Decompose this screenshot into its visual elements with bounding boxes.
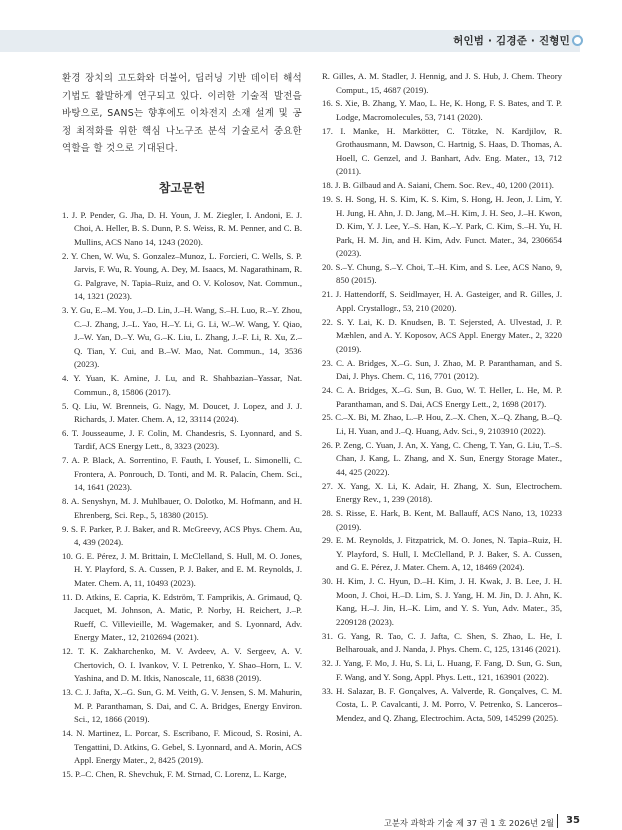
reference-item: 17. I. Manke, H. Markötter, C. Tötzke, N. Kardjilov, R. Grothausmann, M. Dawson, C. Hartnig, S. Haas, D. Thomas, A. Hoell, C. Genzel, and J. Banhart, Adv. Eng. Mater., 13, 712 (2011). (322, 125, 562, 177)
references-heading: 참고문헌 (158, 180, 206, 195)
intro-paragraph: 환경 장치의 고도화와 더불어, 딥러닝 기반 데이터 해석 기법도 활발하게 연구되고 있다. 이러한 기술적 발전을 바탕으로, SANS는 향후에도 이차전지 소재 설계 및 공정 최적화를 위한 핵심 나노구조 분석 기술로서 중요한 역할을 할 것으로 기대된다. (62, 73, 302, 155)
reference-item: R. Gilles, A. M. Stadler, J. Hennig, and J. S. Hub, J. Chem. Theory Comput., 15, 4687 (2019). (322, 71, 562, 95)
reference-item: 26. P. Zeng, C. Yuan, J. An, X. Yang, C. Cheng, T. Yan, G. Liu, T.–S. Chan, J. Kang, L. Zhang, and X. Sun, Energy Storage Mater., 44, 425 (2022). (322, 439, 562, 477)
right-column (322, 70, 562, 725)
reference-item: 28. S. Risse, E. Hark, B. Kent, M. Ballauff, ACS Nano, 13, 10233 (2019). (322, 508, 562, 532)
references-list-right (322, 70, 562, 725)
references-list-left (62, 209, 302, 781)
reference-item: 6. T. Jousseaume, J. F. Colin, M. Chandesris, S. Lyonnard, and S. Tardif, ACS Energy Lett., 8, 3323 (2023). (62, 427, 302, 452)
reference-item: 31. G. Yang, R. Tao, C. J. Jafta, C. Shen, S. Zhao, L. He, I. Belharouak, and J. Nanda, J. Phys. Chem. C, 125, 13146 (2021). (322, 630, 562, 655)
header-authors: 허인범 · 김경준 · 진형민 (453, 35, 570, 47)
page-number: 35 (566, 815, 580, 826)
reference-item: 12. T. K. Zakharchenko, M. V. Avdeev, A. V. Sergeev, A. V. Chertovich, O. I. Ivankov, V. I. Petrenko, Y. Shao–Horn, L. V. Yashina, and D. M. Itkis, Nanoscale, 11, 6838 (2019). (62, 646, 302, 684)
footer-divider (557, 814, 558, 828)
reference-item: 20. S.–Y. Chung, S.–Y. Choi, T.–H. Kim, and S. Lee, ACS Nano, 9, 850 (2015). (322, 261, 562, 286)
reference-item: 27. X. Yang, X. Li, K. Adair, H. Zhang, X. Sun, Electrochem. Energy Rev., 1, 239 (2018). (322, 480, 562, 505)
reference-item: 4. Y. Yuan, K. Amine, J. Lu, and R. Shahbazian–Yassar, Nat. Commun., 8, 15806 (2017). (62, 373, 302, 397)
reference-item: 23. C. A. Bridges, X.–G. Sun, J. Zhao, M. P. Paranthaman, and S. Dai, J. Phys. Chem. C, 116, 7701 (2012). (322, 357, 562, 382)
footer-journal: 고분자 과학과 기술 제 37 권 1 호 2026년 2월 (383, 818, 554, 828)
reference-item: 8. A. Senyshyn, M. J. Muhlbauer, O. Dolotko, M. Hofmann, and H. Ehrenberg, Sci. Rep., 5, 18380 (2015). (62, 496, 302, 520)
reference-item: 22. S. Y. Lai, K. D. Knudsen, B. T. Sejersted, A. Ulvestad, J. P. Mæhlen, and A. Y. Koposov, ACS Appl. Energy Mater., 2, 3220 (2019). (322, 316, 562, 354)
reference-item: 19. S. H. Song, H. S. Kim, K. S. Kim, S. Hong, H. Jeon, J. Lim, Y. H. Jung, H. Ahn, J. D. Jang, M.–H. Kim, J. H. Seo, J.–H. Kwon, D. Kim, Y. J. Lee, Y.–S. Han, K.–Y. Park, C. Kim, S.–H. Yu, H. Park, H. M. Jin, and H. Kim, Adv. Funct. Mater., 34, 2306654 (2023). (322, 194, 562, 259)
reference-item: 16. S. Xie, B. Zhang, Y. Mao, L. He, K. Hong, F. S. Bates, and T. P. Lodge, Macromolecules, 53, 7141 (2020). (322, 98, 562, 122)
reference-item: 3. Y. Gu, E.–M. You, J.–D. Lin, J.–H. Wang, S.–H. Luo, R.–Y. Zhou, C.–J. Zhang, J.–L. Yao, H.–Y. Li, G. Li, W.–W. Wang, Y. Qiao, J.–W. Yan, D.–Y. Wu, G.–K. Liu, L. Zhang, J.–F. Li, R. Xu, Z.–Q. Tian, Y. Cui, and B.–W. Mao, Nat. Commun., 14, 3536 (2023). (62, 305, 302, 370)
reference-item: 14. N. Martinez, L. Porcar, S. Escribano, F. Micoud, S. Rosini, A. Tengattini, D. Atkins, G. Gebel, S. Lyonnard, and A. Morin, ACS Appl. Energy Mater., 2, 8425 (2019). (62, 728, 302, 766)
reference-item: 18. J. B. Gilbaud and A. Saiani, Chem. Soc. Rev., 40, 1200 (2011). (322, 180, 554, 191)
reference-item: 33. H. Salazar, B. F. Gonçalves, A. Valverde, R. Gonçalves, C. M. Costa, L. P. Cavalcanti, J. M. Porro, V. Petrenko, S. Lanceros–Mendez, and Q. Zhang, Electrochim. Acta, 509, 145299 (2025). (322, 685, 562, 723)
reference-item: 5. Q. Liu, W. Brenneis, G. Nagy, M. Doucet, J. Lopez, and J. J. Richards, J. Mater. Chem. A, 12, 33114 (2024). (62, 400, 302, 425)
reference-item: 25. C.–X. Bi, M. Zhao, L.–P. Hou, Z.–X. Chen, X.–Q. Zhang, B.–Q. Li, H. Yuan, and J.–Q. Huang, Adv. Sci., 9, 2103910 (2022). (322, 412, 562, 436)
reference-item: 29. E. M. Reynolds, J. Fitzpatrick, M. O. Jones, N. Tapia–Ruiz, H. Y. Playford, S. Hull, I. McClelland, P. J. Baker, S. A. Cussen, and G. E. Pérez, J. Mater. Chem. A, 12, 18469 (2024). (322, 535, 562, 573)
header-ring-icon (572, 35, 583, 46)
reference-item: 32. J. Yang, F. Mo, J. Hu, S. Li, L. Huang, F. Fang, D. Sun, G. Sun, F. Wang, and Y. Song, Appl. Phys. Lett., 121, 163901 (2022). (322, 658, 562, 682)
left-column (62, 70, 302, 782)
reference-item: 30. H. Kim, J. C. Hyun, D.–H. Kim, J. H. Kwak, J. B. Lee, J. H. Moon, J. Choi, H.–D. Lim, S. J. Yang, H. M. Jin, D. J. Ahn, K. Kang, H.–J. Jin, H.–K. Lim, and Y. S. Yun, Adv. Mater., 35, 2209128 (2023). (322, 576, 562, 627)
reference-item: 9. S. F. Parker, P. J. Baker, and R. McGreevy, ACS Phys. Chem. Au, 4, 439 (2024). (62, 523, 302, 548)
reference-item: 10. G. E. Pérez, J. M. Brittain, I. McClelland, S. Hull, M. O. Jones, H. Y. Playford, S. A. Cussen, P. J. Baker, and E. M. Reynolds, J. Mater. Chem. A, 11, 10493 (2023). (62, 550, 302, 588)
reference-item: 21. J. Hattendorff, S. Seidlmayer, H. A. Gasteiger, and R. Gilles, J. Appl. Crystallogr., 53, 210 (2020). (322, 289, 562, 313)
reference-item: 7. A. P. Black, A. Sorrentino, F. Fauth, I. Yousef, L. Simonelli, C. Frontera, A. Ponrouch, D. Tonti, and M. R. Palacín, Chem. Sci., 14, 1641 (2023). (62, 455, 302, 493)
reference-item: 2. Y. Chen, W. Wu, S. Gonzalez–Munoz, L. Forcieri, C. Wells, S. P. Jarvis, F. Wu, R. Young, A. Dey, M. Isaacs, M. Nagarathinam, R. G. Palgrave, N. Tapia–Ruiz, and O. V. Kolosov, Nat. Commun., 14, 1321 (2023). (62, 250, 302, 302)
reference-item: 1. J. P. Pender, G. Jha, D. H. Youn, J. M. Ziegler, I. Andoni, E. J. Choi, A. Heller, B. S. Dunn, P. S. Weiss, R. M. Penner, and C. B. Mullins, ACS Nano 14, 1243 (2020). (62, 209, 302, 247)
reference-item: 15. P.–C. Chen, R. Shevchuk, F. M. Strnad, C. Lorenz, L. Karge, (62, 768, 287, 779)
reference-item: 11. D. Atkins, E. Capria, K. Edström, T. Famprikis, A. Grimaud, Q. Jacquet, M. Johnson, A. Matic, P. Norby, H. Reichert, J.–P. Rueff, C. Villevieille, M. Wagemaker, and S. Lyonnard, Adv. Energy Mater., 12, 2102694 (2021). (62, 591, 302, 643)
reference-item: 24. C. A. Bridges, X.–G. Sun, B. Guo, W. T. Heller, L. He, M. P. Paranthaman, and S. Dai, ACS Energy Lett., 2, 1698 (2017). (322, 385, 562, 409)
reference-item: 13. C. J. Jafta, X.–G. Sun, G. M. Veith, G. V. Jensen, S. M. Mahurin, M. P. Paranthaman, S. Dai, and C. A. Bridges, Energy Environ. Sci., 12, 1866 (2019). (62, 687, 302, 725)
